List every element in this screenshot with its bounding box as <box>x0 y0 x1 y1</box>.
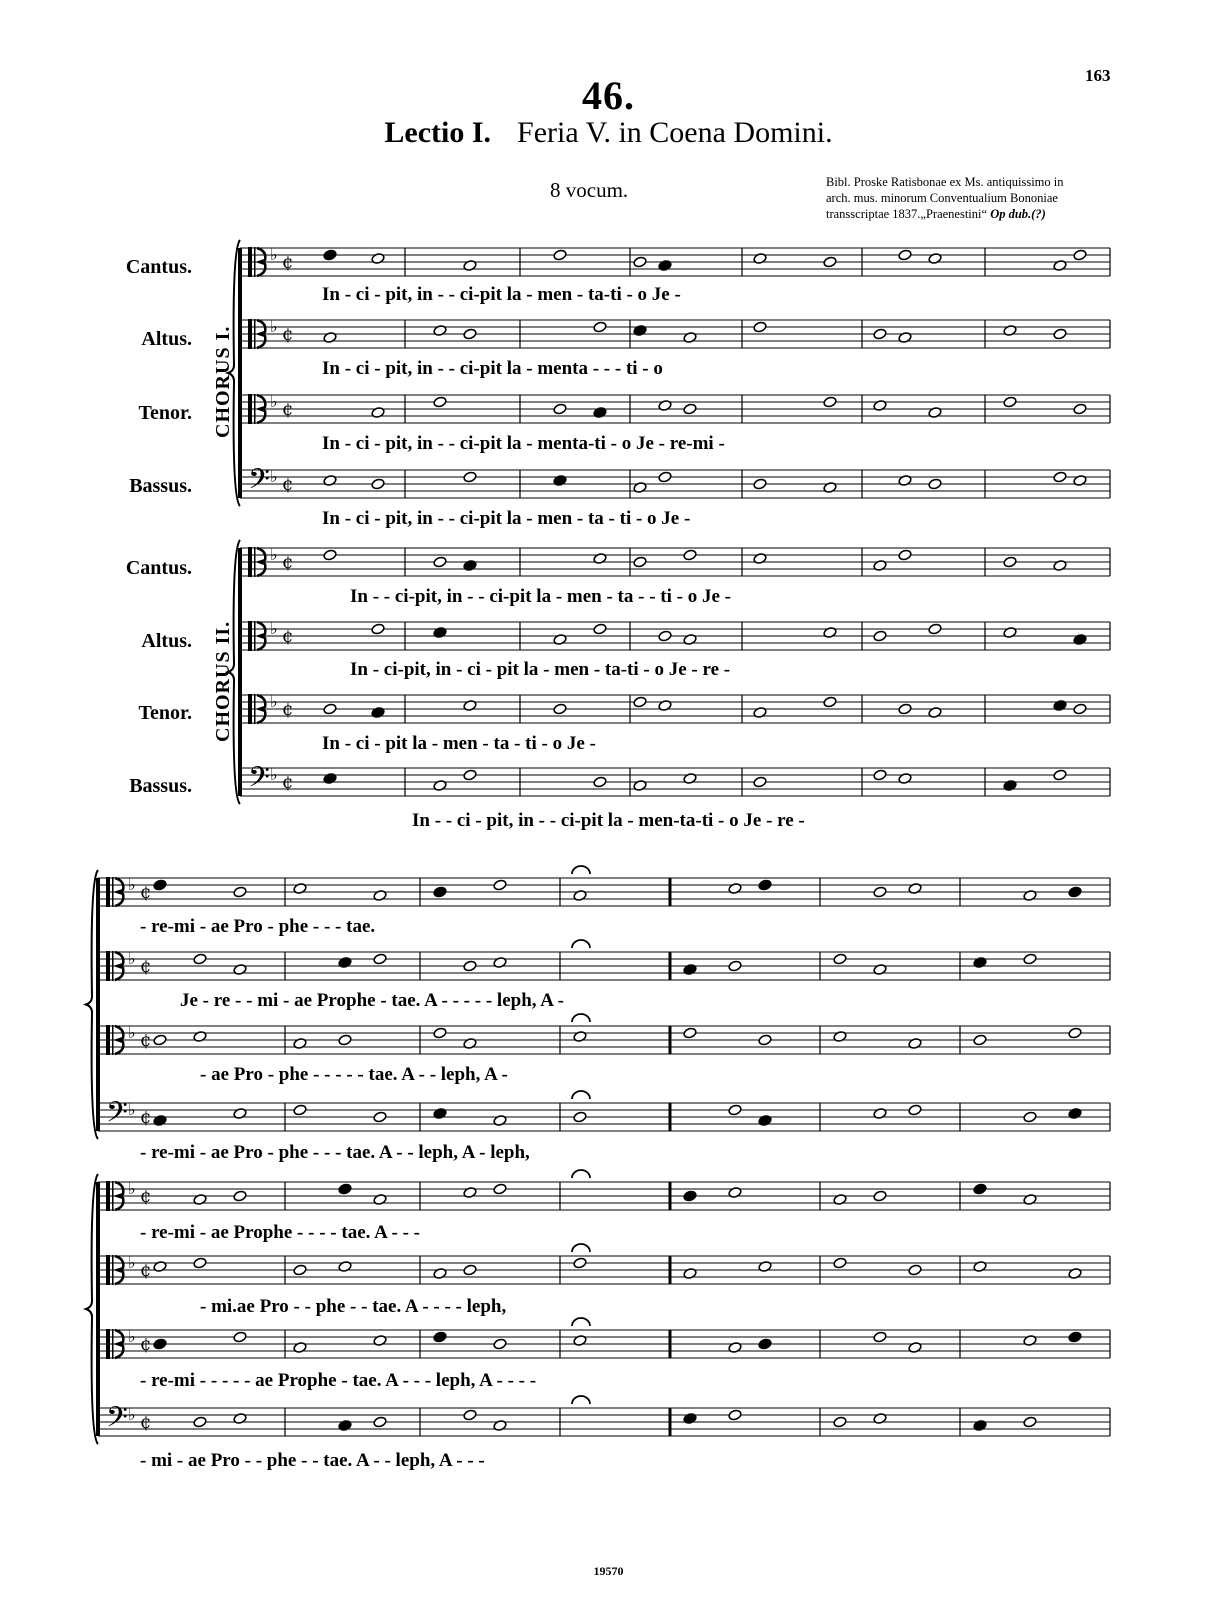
note-head <box>233 1413 247 1425</box>
note-head <box>293 883 307 895</box>
note-head <box>153 1115 167 1127</box>
note-head <box>908 883 922 895</box>
note-head <box>373 1111 387 1123</box>
note-head <box>1053 700 1067 712</box>
lyric-line: - re-mi - ae Pro - phe - - - tae. <box>140 916 376 937</box>
cut-time-icon: ¢ <box>282 399 294 420</box>
note-head <box>683 1268 697 1280</box>
note-head <box>1053 260 1067 272</box>
note-head <box>323 475 337 487</box>
note-head <box>371 407 385 419</box>
note-head <box>1053 471 1067 483</box>
note-head <box>433 780 447 792</box>
note-head <box>323 332 337 344</box>
note-head <box>493 1420 507 1432</box>
note-head <box>193 1031 207 1043</box>
note-head <box>1073 634 1087 646</box>
note-head <box>1068 1027 1082 1039</box>
note-head <box>323 703 337 715</box>
note-head <box>898 703 912 715</box>
note-head <box>908 1104 922 1116</box>
note-head <box>233 886 247 898</box>
chorus-label-1: CHORUS I. <box>212 325 234 438</box>
note-head <box>683 403 697 415</box>
lyric-line: - re-mi - ae Pro - phe - - - tae. A - - leph, A - leph, <box>140 1142 530 1163</box>
bass-clef-icon: 𝄢 <box>106 1096 128 1136</box>
note-head <box>433 1108 447 1120</box>
note-head <box>833 953 847 965</box>
note-head <box>908 1264 922 1276</box>
cut-time-icon: ¢ <box>282 552 294 573</box>
lyric-line: - mi - ae Pro - - phe - - tae. A - - leph, A - - - <box>140 1450 485 1471</box>
note-head <box>323 249 337 261</box>
note-head <box>553 634 567 646</box>
note-head <box>463 960 477 972</box>
note-head <box>373 953 387 965</box>
fermata-icon <box>572 866 590 874</box>
cut-time-icon: ¢ <box>140 1334 152 1355</box>
c-clef-icon <box>248 621 252 651</box>
source-attribution: Op dub.(?) <box>990 207 1046 221</box>
lyric-line: - re-mi - - - - - ae Prophe - tae. A - - - leph, A - - - - <box>140 1370 537 1391</box>
lyric-line: In - ci - pit la - men - ta - ti - o Je - <box>322 733 596 754</box>
source-line-2: arch. mus. minorum Conventualium Bononiae <box>826 191 1058 205</box>
cut-time-icon: ¢ <box>140 1030 152 1051</box>
fermata-icon <box>572 1318 590 1326</box>
note-head <box>973 1034 987 1046</box>
note-head <box>658 471 672 483</box>
note-head <box>371 253 385 265</box>
note-head <box>683 773 697 785</box>
note-head <box>658 260 672 272</box>
bass-clef-icon: 𝄢 <box>248 463 270 503</box>
note-head <box>873 328 887 340</box>
flat-icon: ♭ <box>270 692 278 711</box>
c-clef-icon <box>106 951 110 981</box>
piece-number: 46. <box>582 73 635 118</box>
note-head <box>493 879 507 891</box>
flat-icon: ♭ <box>270 317 278 336</box>
note-head <box>493 957 507 969</box>
fermata-icon <box>572 1244 590 1252</box>
note-head <box>658 400 672 412</box>
note-head <box>873 1108 887 1120</box>
lyric-line: - mi.ae Pro - - phe - - tae. A - - - - leph, <box>200 1296 507 1317</box>
cut-time-icon: ¢ <box>140 1260 152 1281</box>
c-clef-icon <box>106 1255 110 1285</box>
note-head <box>873 964 887 976</box>
note-head <box>153 879 167 891</box>
note-head <box>683 1027 697 1039</box>
note-head <box>1023 890 1037 902</box>
note-head <box>973 1420 987 1432</box>
note-head <box>338 1034 352 1046</box>
cut-time-icon: ¢ <box>282 699 294 720</box>
note-head <box>633 780 647 792</box>
fermata-icon <box>572 940 590 948</box>
note-head <box>1053 328 1067 340</box>
c-clef-icon <box>248 694 252 724</box>
note-head <box>553 475 567 487</box>
note-head <box>873 560 887 572</box>
note-head <box>371 623 385 635</box>
c-clef-icon <box>248 547 252 577</box>
c-clef-icon <box>106 1181 110 1211</box>
note-head <box>463 471 477 483</box>
note-head <box>193 953 207 965</box>
note-head <box>928 253 942 265</box>
note-head <box>898 332 912 344</box>
fermata-icon <box>572 1170 590 1178</box>
note-head <box>193 1257 207 1269</box>
note-head <box>193 1416 207 1428</box>
note-head <box>293 1038 307 1050</box>
note-head <box>573 1335 587 1347</box>
note-head <box>338 957 352 969</box>
note-head <box>373 1335 387 1347</box>
note-head <box>553 403 567 415</box>
lyric-line: In - - ci - pit, in - - ci-pit la - men-ta-ti - o Je - re - <box>412 810 805 831</box>
voice-label-cantus-2: Cantus. <box>125 557 192 579</box>
note-head <box>823 627 837 639</box>
note-head <box>338 1420 352 1432</box>
note-head <box>433 556 447 568</box>
note-head <box>193 1194 207 1206</box>
c-clef-icon <box>248 319 252 349</box>
flat-icon: ♭ <box>128 949 136 968</box>
note-head <box>463 560 477 572</box>
note-head <box>593 407 607 419</box>
note-head <box>1003 780 1017 792</box>
note-head <box>573 1257 587 1269</box>
note-head <box>463 328 477 340</box>
note-head <box>493 1183 507 1195</box>
note-head <box>683 1413 697 1425</box>
cut-time-icon: ¢ <box>282 626 294 647</box>
cut-time-icon: ¢ <box>140 1186 152 1207</box>
note-head <box>233 1331 247 1343</box>
note-head <box>683 332 697 344</box>
note-head <box>593 321 607 333</box>
note-head <box>1003 627 1017 639</box>
note-head <box>823 696 837 708</box>
note-head <box>633 556 647 568</box>
note-head <box>728 1342 742 1354</box>
note-head <box>873 400 887 412</box>
voice-label-cantus-1: Cantus. <box>125 256 192 278</box>
note-head <box>658 700 672 712</box>
flat-icon: ♭ <box>128 1100 136 1119</box>
cut-time-icon: ¢ <box>282 252 294 273</box>
note-head <box>593 623 607 635</box>
note-head <box>758 1338 772 1350</box>
note-head <box>433 886 447 898</box>
note-head <box>973 1261 987 1273</box>
note-head <box>683 634 697 646</box>
voice-label-bassus-2: Bassus. <box>129 775 192 797</box>
lyric-line: In - ci - pit, in - - ci-pit la - men - ta-ti - o Je - <box>322 284 681 305</box>
note-head <box>338 1261 352 1273</box>
flat-icon: ♭ <box>128 875 136 894</box>
bass-clef-icon: 𝄢 <box>106 1401 128 1441</box>
note-head <box>928 407 942 419</box>
note-head <box>293 1342 307 1354</box>
note-head <box>728 1409 742 1421</box>
voices-note: 8 vocum. <box>550 178 629 202</box>
cut-time-icon: ¢ <box>140 882 152 903</box>
lyric-line: In - ci-pit, in - ci - pit la - men - ta-ti - o Je - re - <box>350 659 731 680</box>
note-head <box>758 1034 772 1046</box>
note-head <box>373 890 387 902</box>
note-head <box>153 1034 167 1046</box>
lyric-line: - ae Pro - phe - - - - - tae. A - - leph, A - <box>200 1064 508 1085</box>
note-head <box>1053 560 1067 572</box>
note-head <box>553 703 567 715</box>
note-head <box>1003 325 1017 337</box>
flat-icon: ♭ <box>128 1253 136 1272</box>
note-head <box>433 325 447 337</box>
cut-time-icon: ¢ <box>282 324 294 345</box>
note-head <box>493 1338 507 1350</box>
note-head <box>753 553 767 565</box>
note-head <box>573 1111 587 1123</box>
note-head <box>433 627 447 639</box>
voice-label-altus-1: Altus. <box>141 328 192 350</box>
page-number: 163 <box>1085 66 1111 85</box>
note-head <box>758 879 772 891</box>
note-head <box>463 700 477 712</box>
note-head <box>1068 886 1082 898</box>
note-head <box>633 482 647 494</box>
note-head <box>898 249 912 261</box>
note-head <box>293 1104 307 1116</box>
note-head <box>1068 1331 1082 1343</box>
note-head <box>873 886 887 898</box>
note-head <box>553 249 567 261</box>
note-head <box>293 1264 307 1276</box>
title-lectio: Lectio I. <box>384 116 492 149</box>
note-head <box>1053 769 1067 781</box>
note-head <box>593 553 607 565</box>
plate-number: 19570 <box>593 1564 624 1578</box>
note-head <box>898 475 912 487</box>
note-head <box>433 1027 447 1039</box>
note-head <box>753 478 767 490</box>
note-head <box>823 396 837 408</box>
note-head <box>1023 953 1037 965</box>
title-feria: Feria V. in Coena Domini. <box>517 116 833 149</box>
note-head <box>1073 703 1087 715</box>
flat-icon: ♭ <box>128 1405 136 1424</box>
note-head <box>753 707 767 719</box>
fermata-icon <box>572 1014 590 1022</box>
note-head <box>753 321 767 333</box>
note-head <box>758 1115 772 1127</box>
note-head <box>728 883 742 895</box>
note-head <box>973 957 987 969</box>
flat-icon: ♭ <box>270 467 278 486</box>
flat-icon: ♭ <box>270 245 278 264</box>
c-clef-icon <box>248 394 252 424</box>
cut-time-icon: ¢ <box>282 772 294 793</box>
lyric-line: Je - re - - mi - ae Prophe - tae. A - - - - - leph, A - <box>180 990 564 1011</box>
note-head <box>898 549 912 561</box>
note-head <box>1023 1335 1037 1347</box>
note-head <box>753 776 767 788</box>
chorus-label-2: CHORUS II. <box>212 620 234 742</box>
note-head <box>633 256 647 268</box>
source-line-3: transscriptae 1837.„Praenestini“ Op dub.(?) <box>826 207 1046 221</box>
note-head <box>1073 475 1087 487</box>
note-head <box>1023 1416 1037 1428</box>
note-head <box>463 260 477 272</box>
flat-icon: ♭ <box>270 545 278 564</box>
note-head <box>373 1194 387 1206</box>
source-line-1: Bibl. Proske Ratisbonae ex Ms. antiquissimo in <box>826 175 1064 189</box>
note-head <box>463 1409 477 1421</box>
flat-icon: ♭ <box>270 765 278 784</box>
cut-time-icon: ¢ <box>140 1412 152 1433</box>
lyric-line: - re-mi - ae Prophe - - - - tae. A - - - <box>140 1222 420 1243</box>
note-head <box>873 769 887 781</box>
note-head <box>433 1268 447 1280</box>
note-head <box>833 1257 847 1269</box>
fermata-icon <box>572 1396 590 1404</box>
c-clef-icon <box>106 1329 110 1359</box>
note-head <box>433 1331 447 1343</box>
note-head <box>233 1190 247 1202</box>
note-head <box>493 1115 507 1127</box>
note-head <box>683 1190 697 1202</box>
note-head <box>233 1108 247 1120</box>
fermata-icon <box>572 1091 590 1099</box>
note-head <box>463 1187 477 1199</box>
cut-time-icon: ¢ <box>282 474 294 495</box>
note-head <box>1073 249 1087 261</box>
note-head <box>463 769 477 781</box>
cut-time-icon: ¢ <box>140 1107 152 1128</box>
note-head <box>973 1183 987 1195</box>
note-head <box>633 325 647 337</box>
note-head <box>683 964 697 976</box>
note-head <box>573 890 587 902</box>
note-head <box>873 630 887 642</box>
note-head <box>908 1038 922 1050</box>
note-head <box>898 773 912 785</box>
note-head <box>153 1261 167 1273</box>
lyric-line: In - ci - pit, in - - ci-pit la - menta-ti - o Je - re-mi - <box>322 433 725 454</box>
note-head <box>153 1338 167 1350</box>
note-head <box>873 1331 887 1343</box>
note-head <box>833 1194 847 1206</box>
note-head <box>573 1031 587 1043</box>
flat-icon: ♭ <box>128 1327 136 1346</box>
note-head <box>1023 1111 1037 1123</box>
note-head <box>753 253 767 265</box>
c-clef-icon <box>106 1025 110 1055</box>
note-head <box>928 623 942 635</box>
note-head <box>823 482 837 494</box>
flat-icon: ♭ <box>270 392 278 411</box>
c-clef-icon <box>248 247 252 277</box>
note-head <box>728 1187 742 1199</box>
note-head <box>233 964 247 976</box>
note-head <box>633 696 647 708</box>
c-clef-icon <box>106 877 110 907</box>
note-head <box>323 549 337 561</box>
note-head <box>338 1183 352 1195</box>
note-head <box>1023 1194 1037 1206</box>
note-head <box>371 707 385 719</box>
note-head <box>1068 1108 1082 1120</box>
note-head <box>463 1264 477 1276</box>
note-head <box>1073 403 1087 415</box>
cut-time-icon: ¢ <box>140 956 152 977</box>
note-head <box>463 1038 477 1050</box>
flat-icon: ♭ <box>270 619 278 638</box>
note-head <box>928 478 942 490</box>
lyric-line: In - ci - pit, in - - ci-pit la - men - ta - ti - o Je - <box>322 508 691 529</box>
bass-clef-icon: 𝄢 <box>248 761 270 801</box>
flat-icon: ♭ <box>128 1179 136 1198</box>
note-head <box>658 630 672 642</box>
voice-label-tenor-1: Tenor. <box>138 402 192 424</box>
note-head <box>728 960 742 972</box>
note-head <box>593 776 607 788</box>
note-head <box>833 1031 847 1043</box>
voice-label-altus-2: Altus. <box>141 630 192 652</box>
voice-label-bassus-1: Bassus. <box>129 475 192 497</box>
flat-icon: ♭ <box>128 1023 136 1042</box>
note-head <box>371 478 385 490</box>
note-head <box>323 773 337 785</box>
lyric-line: In - ci - pit, in - - ci-pit la - menta - - - ti - o <box>322 358 663 379</box>
note-head <box>758 1261 772 1273</box>
note-head <box>873 1190 887 1202</box>
note-head <box>1068 1268 1082 1280</box>
lyric-line: In - - ci-pit, in - - ci-pit la - men - ta - - ti - o Je - <box>350 586 731 607</box>
note-head <box>928 707 942 719</box>
voice-label-tenor-2: Tenor. <box>138 702 192 724</box>
note-head <box>1003 396 1017 408</box>
note-head <box>683 549 697 561</box>
note-head <box>433 396 447 408</box>
note-head <box>833 1416 847 1428</box>
note-head <box>823 256 837 268</box>
note-head <box>908 1342 922 1354</box>
note-head <box>373 1416 387 1428</box>
note-head <box>873 1413 887 1425</box>
note-head <box>728 1104 742 1116</box>
note-head <box>1003 556 1017 568</box>
